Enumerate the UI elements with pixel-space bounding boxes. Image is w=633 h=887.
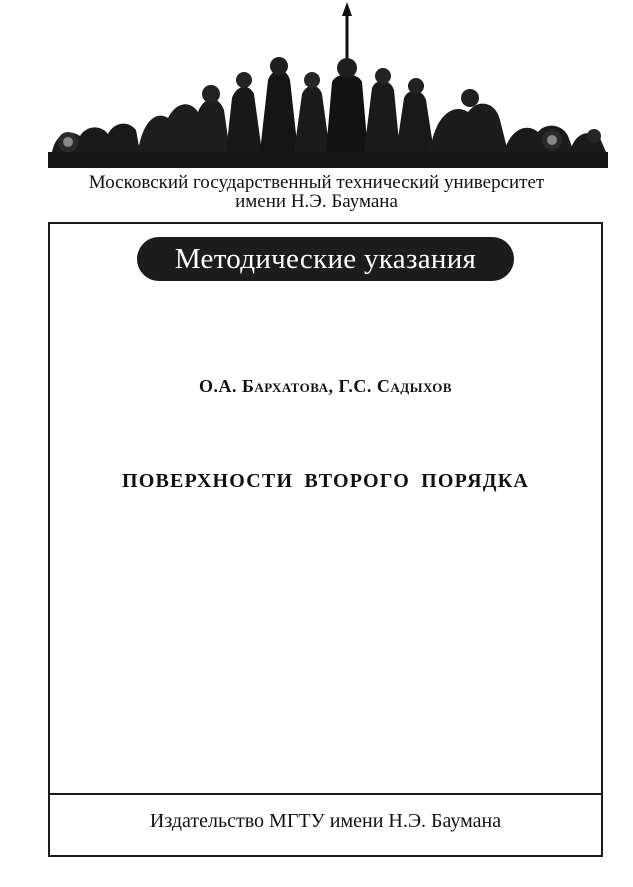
cover-frame [48, 222, 603, 857]
series-badge: Методические указания [137, 237, 514, 281]
university-name-line-2: имени Н.Э. Баумана [235, 191, 398, 212]
book-title: ПОВЕРХНОСТИ ВТОРОГО ПОРЯДКА [121, 470, 530, 492]
frame-divider [50, 793, 601, 795]
publisher: Издательство МГТУ имени Н.Э. Баумана [149, 810, 502, 832]
university-name-line-1: Московский государственный технический университет [88, 172, 545, 193]
university-statue-emblem-icon [48, 2, 608, 174]
authors: О.А. Бархатова, Г.С. Садыхов [198, 376, 453, 396]
